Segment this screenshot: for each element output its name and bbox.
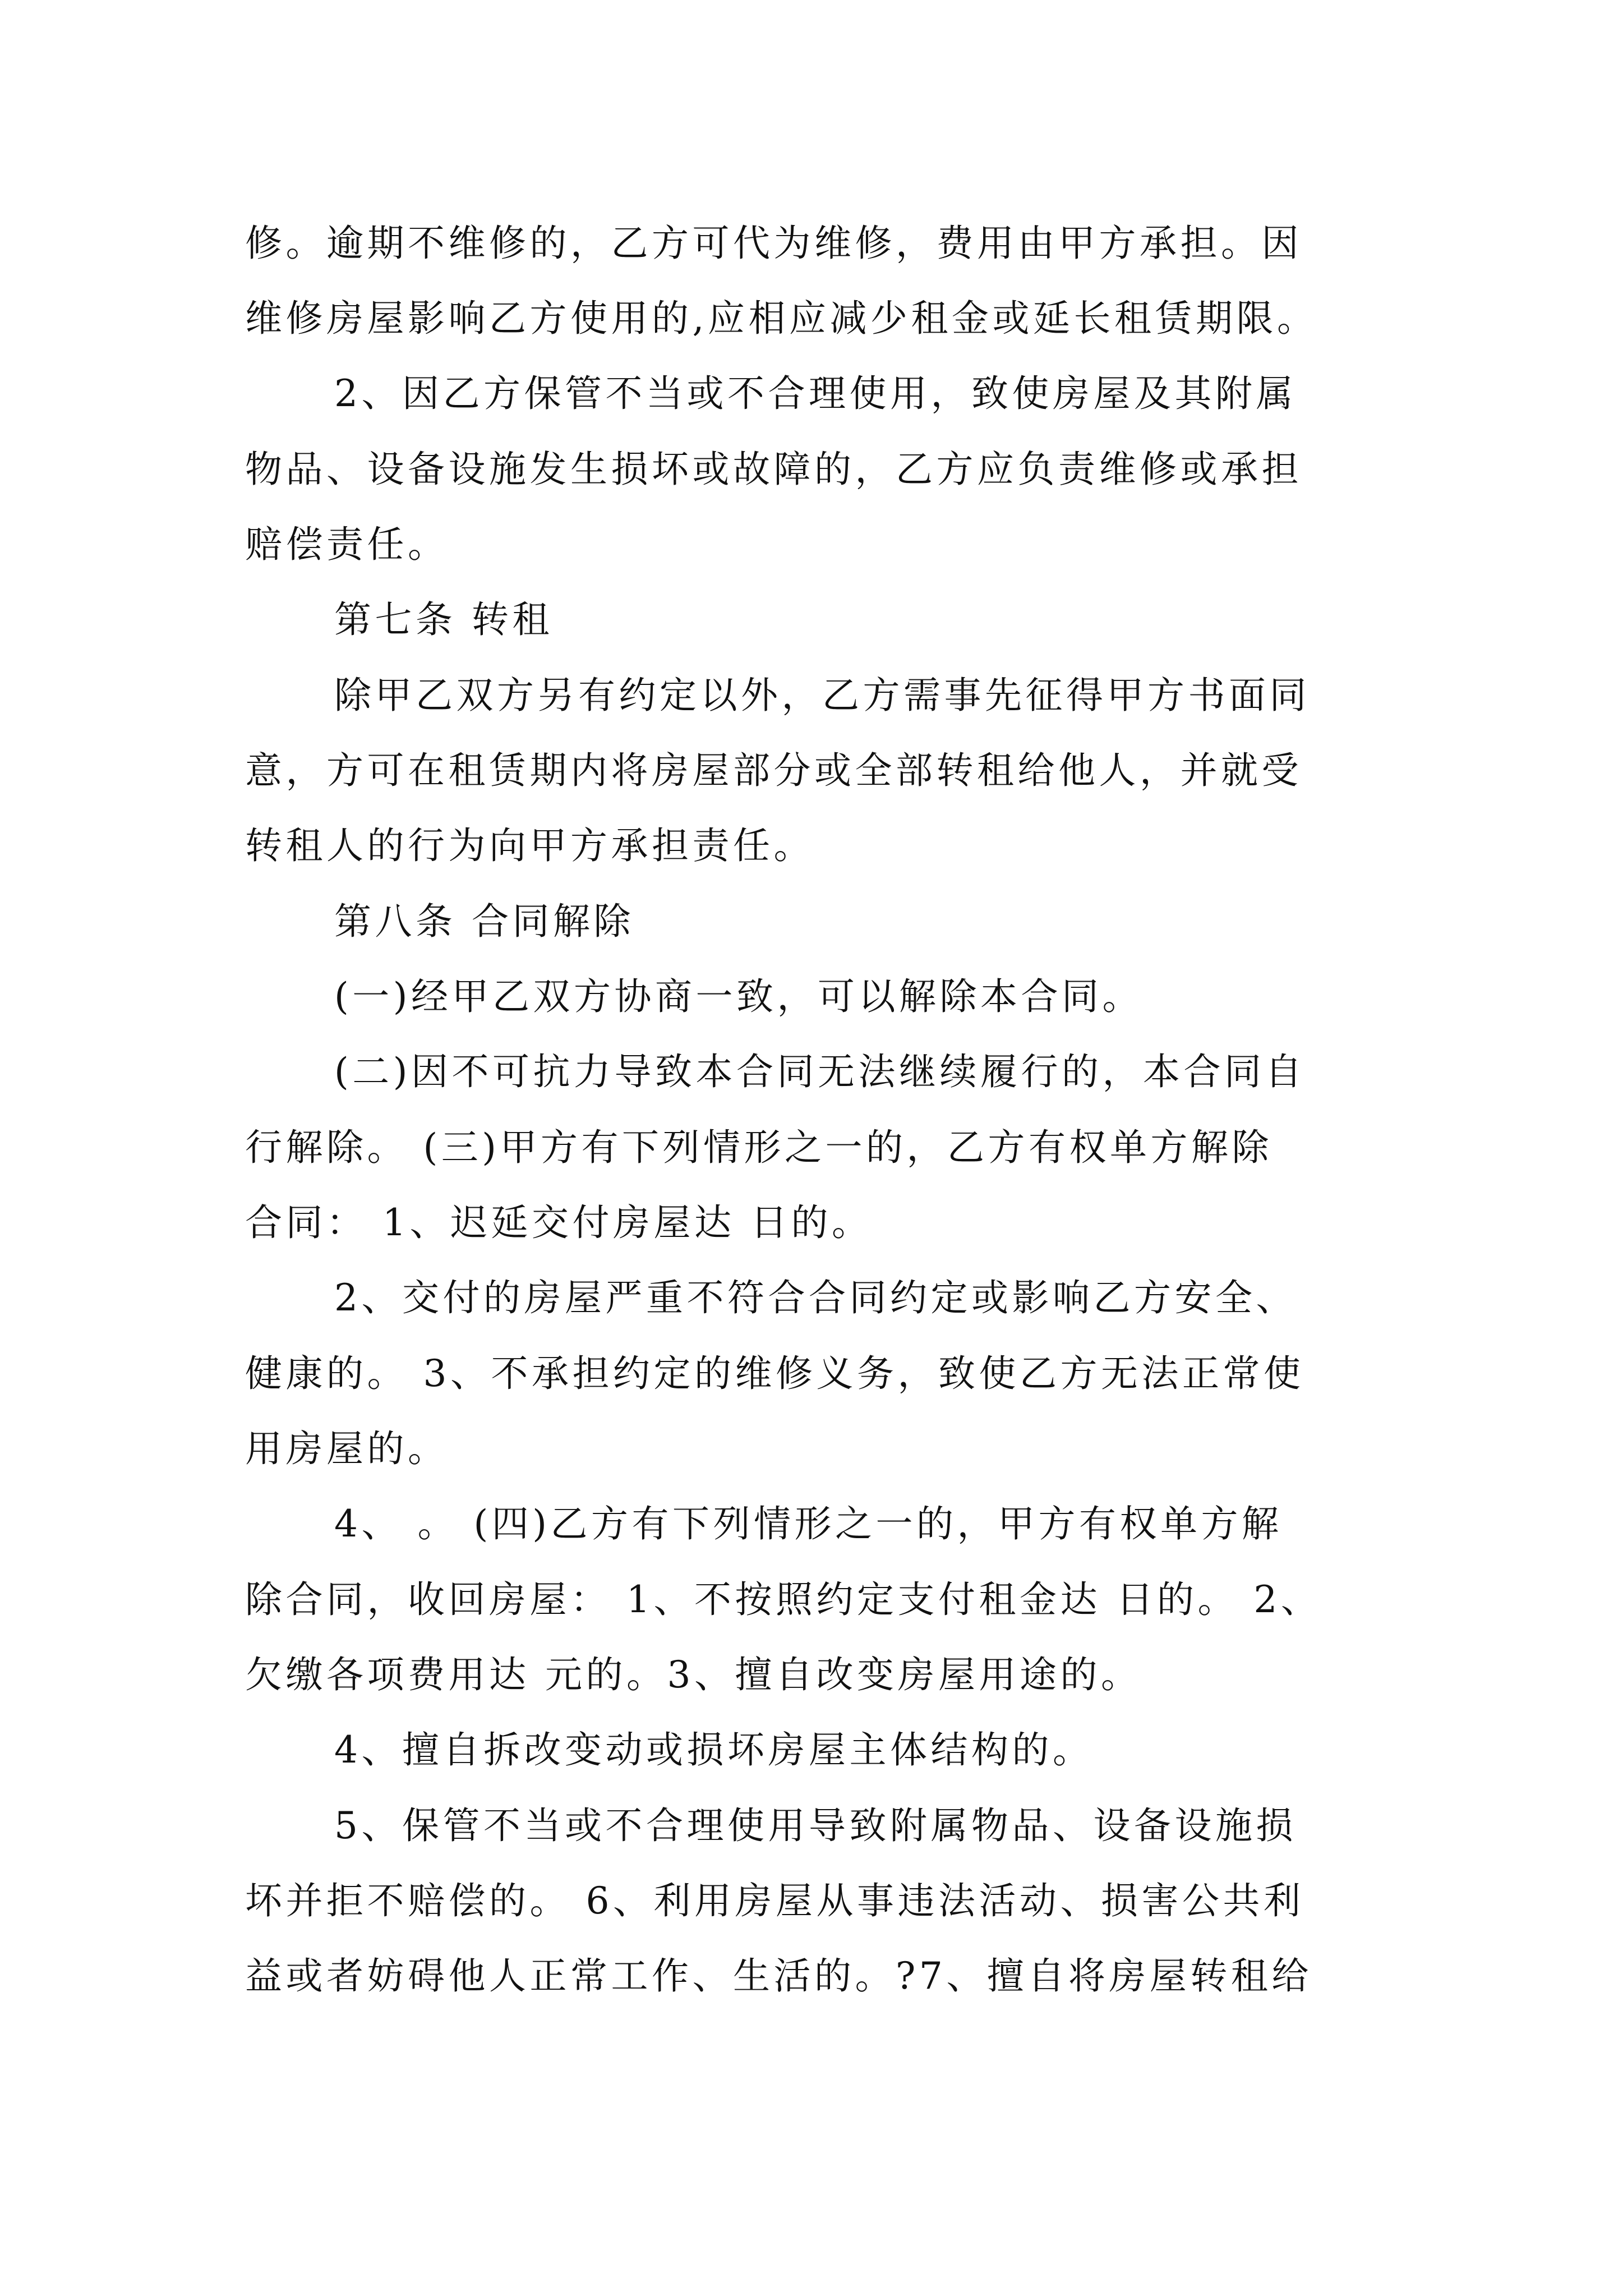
text-line: 5、保管不当或不合理使用导致附属物品、设备设施损	[334, 1804, 1297, 1847]
text-line: 2、因乙方保管不当或不合理使用，致使房屋及其附属	[334, 372, 1297, 415]
text-line: 维修房屋影响乙方使用的,应相应减少租金或延长租赁期限。	[245, 297, 1318, 340]
text-line: 除甲乙双方另有约定以外，乙方需事先征得甲方书面同	[334, 674, 1310, 717]
text-line: 赔偿责任。	[245, 523, 449, 566]
section-heading: 第八条 合同解除	[334, 900, 634, 943]
text-line: 意，方可在租赁期内将房屋部分或全部转租给他人，并就受	[245, 749, 1302, 792]
text-line: 欠缴各项费用达 元的。3、擅自改变房屋用途的。	[245, 1653, 1142, 1696]
text-line: 坏并拒不赔偿的。 6、利用房屋从事违法活动、损害公共利	[245, 1879, 1304, 1922]
text-line: 4、 。 (四)乙方有下列情形之一的，甲方有权单方解	[334, 1502, 1283, 1545]
text-line: 用房屋的。	[245, 1427, 449, 1470]
text-line: (一)经甲乙双方协商一致，可以解除本合同。	[334, 975, 1143, 1018]
text-line: 修。逾期不维修的，乙方可代为维修，费用由甲方承担。因	[245, 222, 1302, 265]
text-line: (二)因不可抗力导致本合同无法继续履行的，本合同自	[334, 1050, 1306, 1093]
text-line: 2、交付的房屋严重不符合合同约定或影响乙方安全、	[334, 1276, 1297, 1319]
text-line: 行解除。 (三)甲方有下列情形之一的，乙方有权单方解除	[245, 1126, 1272, 1169]
text-line: 转租人的行为向甲方承担责任。	[245, 824, 814, 867]
text-line: 益或者妨碍他人正常工作、生活的。?7、擅自将房屋转租给	[245, 1954, 1312, 1998]
text-line: 合同： 1、迟延交付房屋达 日的。	[245, 1201, 873, 1244]
text-line: 物品、设备设施发生损坏或故障的，乙方应负责维修或承担	[245, 448, 1302, 491]
section-heading: 第七条 转租	[334, 598, 553, 641]
text-line: 除合同，收回房屋： 1、不按照约定支付租金达 日的。 2、	[245, 1578, 1322, 1621]
text-line: 4、擅自拆改变动或损坏房屋主体结构的。	[334, 1728, 1094, 1772]
text-line: 健康的。 3、不承担约定的维修义务，致使乙方无法正常使	[245, 1352, 1304, 1395]
